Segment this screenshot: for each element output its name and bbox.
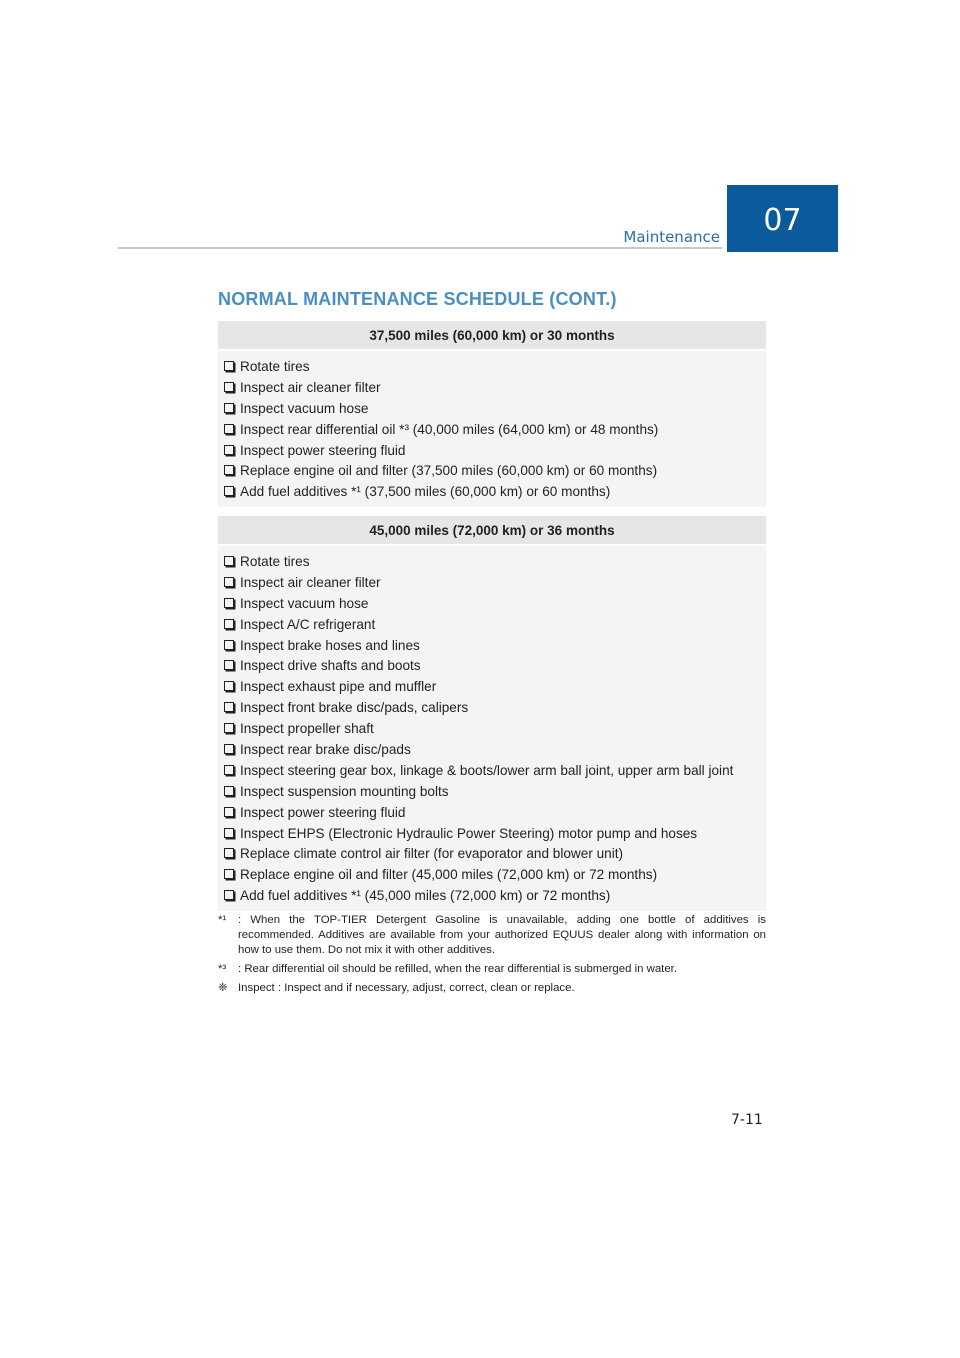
schedule-item [224, 782, 766, 803]
checkbox-icon [224, 890, 234, 900]
checkbox-icon [224, 828, 234, 838]
checkbox-icon [224, 361, 234, 371]
footnote-1 [218, 913, 766, 958]
schedule-item [224, 573, 766, 594]
schedule-item [224, 740, 766, 761]
checkbox-icon [224, 465, 234, 475]
checkbox-icon [224, 702, 234, 712]
schedule-list [218, 546, 766, 911]
schedule-item [224, 399, 766, 420]
schedule-item-text: Inspect power steering fluid [240, 804, 406, 820]
schedule-item-text: Inspect air cleaner filter [240, 379, 381, 395]
inspect-note [218, 981, 766, 996]
schedule-item [224, 615, 766, 636]
schedule-item-text: Inspect suspension mounting bolts [240, 783, 449, 799]
schedule-item [224, 719, 766, 740]
checkbox-icon [224, 403, 234, 413]
schedule-item-text: Inspect vacuum hose [240, 400, 369, 416]
schedule-item-text: Inspect air cleaner filter [240, 574, 381, 590]
checkbox-icon [224, 424, 234, 434]
schedule-item [224, 886, 766, 907]
schedule-item-text: Replace engine oil and filter (37,500 miles (60,000 km) or 60 months) [240, 463, 658, 479]
checkbox-icon [224, 848, 234, 858]
chapter-tab: 07 [727, 185, 838, 252]
checkbox-icon [224, 723, 234, 733]
checkbox-icon [224, 486, 234, 496]
schedule-item [224, 441, 766, 462]
checkbox-icon [224, 619, 234, 629]
schedule-item-text: Inspect A/C refrigerant [240, 616, 376, 632]
schedule-item [224, 357, 766, 378]
schedule-item-text: Add fuel additives *¹ (37,500 miles (60,000 km) or 60 months) [240, 484, 611, 500]
schedule-box-37500 [218, 321, 766, 507]
schedule-heading: 37,500 miles (60,000 km) or 30 months [218, 321, 766, 351]
schedule-item-text: Inspect steering gear box, linkage & boots/lower arm ball joint, upper arm ball joint [240, 762, 734, 778]
schedule-item [224, 656, 766, 677]
schedule-item [224, 844, 766, 865]
schedule-item-text: Inspect drive shafts and boots [240, 658, 421, 674]
checkbox-icon [224, 660, 234, 670]
footnote-3 [218, 962, 766, 977]
checkbox-icon [224, 598, 234, 608]
schedule-item [224, 461, 766, 482]
schedule-item [224, 677, 766, 698]
checkbox-icon [224, 869, 234, 879]
schedule-box-45000 [218, 516, 766, 911]
schedule-item-text: Inspect vacuum hose [240, 595, 369, 611]
schedule-list [218, 351, 766, 507]
checkbox-icon [224, 556, 234, 566]
schedule-item [224, 552, 766, 573]
checkbox-icon [224, 765, 234, 775]
schedule-item-text: Replace climate control air filter (for evaporator and blower unit) [240, 846, 624, 862]
footnote-text: Inspect : Inspect and if necessary, adjust, correct, clean or replace. [238, 982, 575, 994]
schedule-item [224, 378, 766, 399]
footnote-marker: *¹ [218, 914, 227, 926]
schedule-item-text: Inspect brake hoses and lines [240, 637, 420, 653]
footnotes [218, 913, 766, 1000]
checkbox-icon [224, 681, 234, 691]
schedule-item-text: Rotate tires [240, 359, 310, 374]
footnote-text: : When the TOP-TIER Detergent Gasoline is unavailable, adding one bottle of additives is recommended. Additives are available from your authorized EQUUS dealer along with information on how to use them. Do not mix it with other additives. [238, 914, 766, 956]
schedule-item-text: Inspect front brake disc/pads, calipers [240, 700, 469, 716]
checkbox-icon [224, 382, 234, 392]
footnote-marker: *³ [218, 963, 227, 975]
schedule-item [224, 420, 766, 441]
footnote-text: : Rear differential oil should be refilled, when the rear differential is submerged in water. [238, 963, 677, 975]
schedule-item [224, 865, 766, 886]
checkbox-icon [224, 577, 234, 587]
checkbox-icon [224, 807, 234, 817]
checkbox-icon [224, 640, 234, 650]
schedule-item [224, 594, 766, 615]
schedule-item [224, 698, 766, 719]
schedule-item-text: Rotate tires [240, 554, 310, 569]
section-label: Maintenance [623, 228, 720, 246]
schedule-item [224, 803, 766, 824]
page-title: NORMAL MAINTENANCE SCHEDULE (CONT.) [218, 289, 617, 309]
schedule-item-text: Inspect exhaust pipe and muffler [240, 679, 437, 695]
schedule-item [224, 824, 766, 845]
note-icon: ❈ [218, 982, 228, 994]
checkbox-icon [224, 445, 234, 455]
schedule-item-text: Inspect rear brake disc/pads [240, 742, 411, 758]
schedule-item [224, 482, 766, 503]
schedule-item-text: Inspect propeller shaft [240, 721, 374, 737]
schedule-item [224, 761, 766, 782]
page-number: 7-11 [731, 1112, 763, 1128]
schedule-heading: 45,000 miles (72,000 km) or 36 months [218, 516, 766, 546]
checkbox-icon [224, 744, 234, 754]
schedule-item-text: Inspect EHPS (Electronic Hydraulic Power Steering) motor pump and hoses [240, 825, 698, 841]
schedule-item-text: Inspect power steering fluid [240, 442, 406, 458]
schedule-item-text: Replace engine oil and filter (45,000 miles (72,000 km) or 72 months) [240, 867, 658, 883]
schedule-item-text: Inspect rear differential oil *³ (40,000 miles (64,000 km) or 48 months) [240, 421, 659, 437]
schedule-item-text: Add fuel additives *¹ (45,000 miles (72,000 km) or 72 months) [240, 888, 611, 904]
header-rule [118, 247, 722, 249]
schedule-item [224, 636, 766, 657]
checkbox-icon [224, 786, 234, 796]
